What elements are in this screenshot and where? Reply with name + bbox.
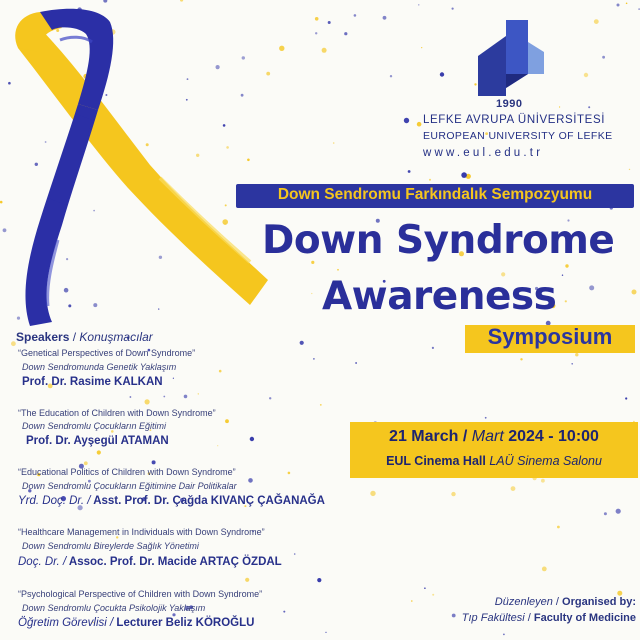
speaker-3-title-tr: Yrd. Doç. Dr. / bbox=[18, 495, 91, 507]
speaker-3-talk-tr: Down Sendromlu Çocukların Eğitimine Dair Politikalar bbox=[22, 481, 237, 491]
speaker-4-name bbox=[18, 556, 282, 568]
event-date-sep: / bbox=[458, 428, 472, 445]
speaker-4-talk-en: “Healthcare Management in Individuals with Down Syndrome” bbox=[18, 527, 265, 537]
symposium-text: Symposium bbox=[487, 324, 613, 349]
event-venue bbox=[350, 454, 638, 468]
organiser-faculty-tr: Tıp Fakültesi bbox=[461, 612, 525, 624]
organiser-label-tr: Düzenleyen bbox=[494, 596, 553, 608]
event-venue-en: EUL Cinema Hall bbox=[386, 454, 486, 468]
title-line-1: Down Syndrome bbox=[262, 218, 615, 263]
event-month-tr: Mart bbox=[471, 428, 504, 445]
speaker-2-name bbox=[26, 435, 169, 447]
speaker-2-name-text: Prof. Dr. Ayşegül ATAMAN bbox=[26, 435, 169, 447]
speaker-1-talk-en: “Genetical Perspectives of Down Syndrome” bbox=[18, 348, 196, 358]
speaker-2-talk-tr: Down Sendromlu Çocukların Eğitimi bbox=[22, 421, 167, 431]
organiser-faculty-sep: / bbox=[524, 612, 534, 624]
university-website: www.eul.edu.tr bbox=[423, 147, 544, 159]
speaker-5-name-text: Lecturer Beliz KÖROĞLU bbox=[116, 617, 255, 629]
university-name-tr: LEFKE AVRUPA ÜNİVERSİTESİ bbox=[423, 114, 606, 126]
speakers-heading-sep: / bbox=[69, 330, 80, 344]
awareness-ribbon-icon bbox=[0, 0, 300, 330]
university-name-en: EUROPEAN UNIVERSITY OF LEFKE bbox=[423, 130, 613, 142]
organiser-faculty bbox=[430, 612, 636, 624]
speaker-4-title-tr: Doç. Dr. / bbox=[18, 556, 67, 568]
speakers-heading-tr: Konuşmacılar bbox=[79, 330, 153, 344]
speaker-3-talk-en: “Educational Politics of Children with Down Syndrome” bbox=[18, 467, 236, 477]
speaker-1-name bbox=[22, 376, 163, 388]
logo-year: 1990 bbox=[496, 98, 523, 110]
tr-title-text: Down Sendromu Farkındalık Sempozyumu bbox=[277, 186, 593, 203]
speaker-1-name-text: Prof. Dr. Rasime KALKAN bbox=[22, 376, 163, 388]
speaker-5-title-tr: Öğretim Görevlisi / bbox=[18, 617, 114, 629]
speaker-2-talk-en: “The Education of Children with Down Syndrome” bbox=[18, 408, 216, 418]
event-venue-tr: LAÜ Sinema Salonu bbox=[489, 454, 602, 468]
organiser-label bbox=[430, 596, 636, 608]
university-logo-icon bbox=[476, 18, 546, 96]
speaker-5-talk-tr: Down Sendromlu Çocukta Psikolojik Yaklaşım bbox=[22, 603, 206, 613]
event-date-en: 21 March bbox=[389, 428, 459, 445]
event-date bbox=[350, 428, 638, 446]
title-line-2: Awareness bbox=[322, 274, 557, 319]
speaker-3-name bbox=[18, 495, 325, 507]
speaker-5-talk-en: “Psychological Perspective of Children with Down Syndrome” bbox=[18, 589, 263, 599]
event-year-time: 2024 - 10:00 bbox=[508, 428, 599, 445]
speaker-3-name-text: Asst. Prof. Dr. Çağda KIVANÇ ÇAĞANAĞA bbox=[93, 495, 325, 507]
speakers-heading-en: Speakers bbox=[16, 330, 70, 344]
speaker-5-name bbox=[18, 617, 254, 629]
speakers-heading bbox=[16, 330, 153, 344]
organiser-label-en: Organised by: bbox=[562, 596, 636, 608]
speaker-4-talk-tr: Down Sendromlu Bireylerde Sağlık Yönetimi bbox=[22, 541, 199, 551]
speaker-4-name-text: Assoc. Prof. Dr. Macide ARTAÇ ÖZDAL bbox=[68, 556, 282, 568]
organiser-faculty-en: Faculty of Medicine bbox=[533, 612, 636, 624]
speaker-1-talk-tr: Down Sendromunda Genetik Yaklaşım bbox=[22, 362, 177, 372]
organiser-sep: / bbox=[552, 596, 563, 608]
